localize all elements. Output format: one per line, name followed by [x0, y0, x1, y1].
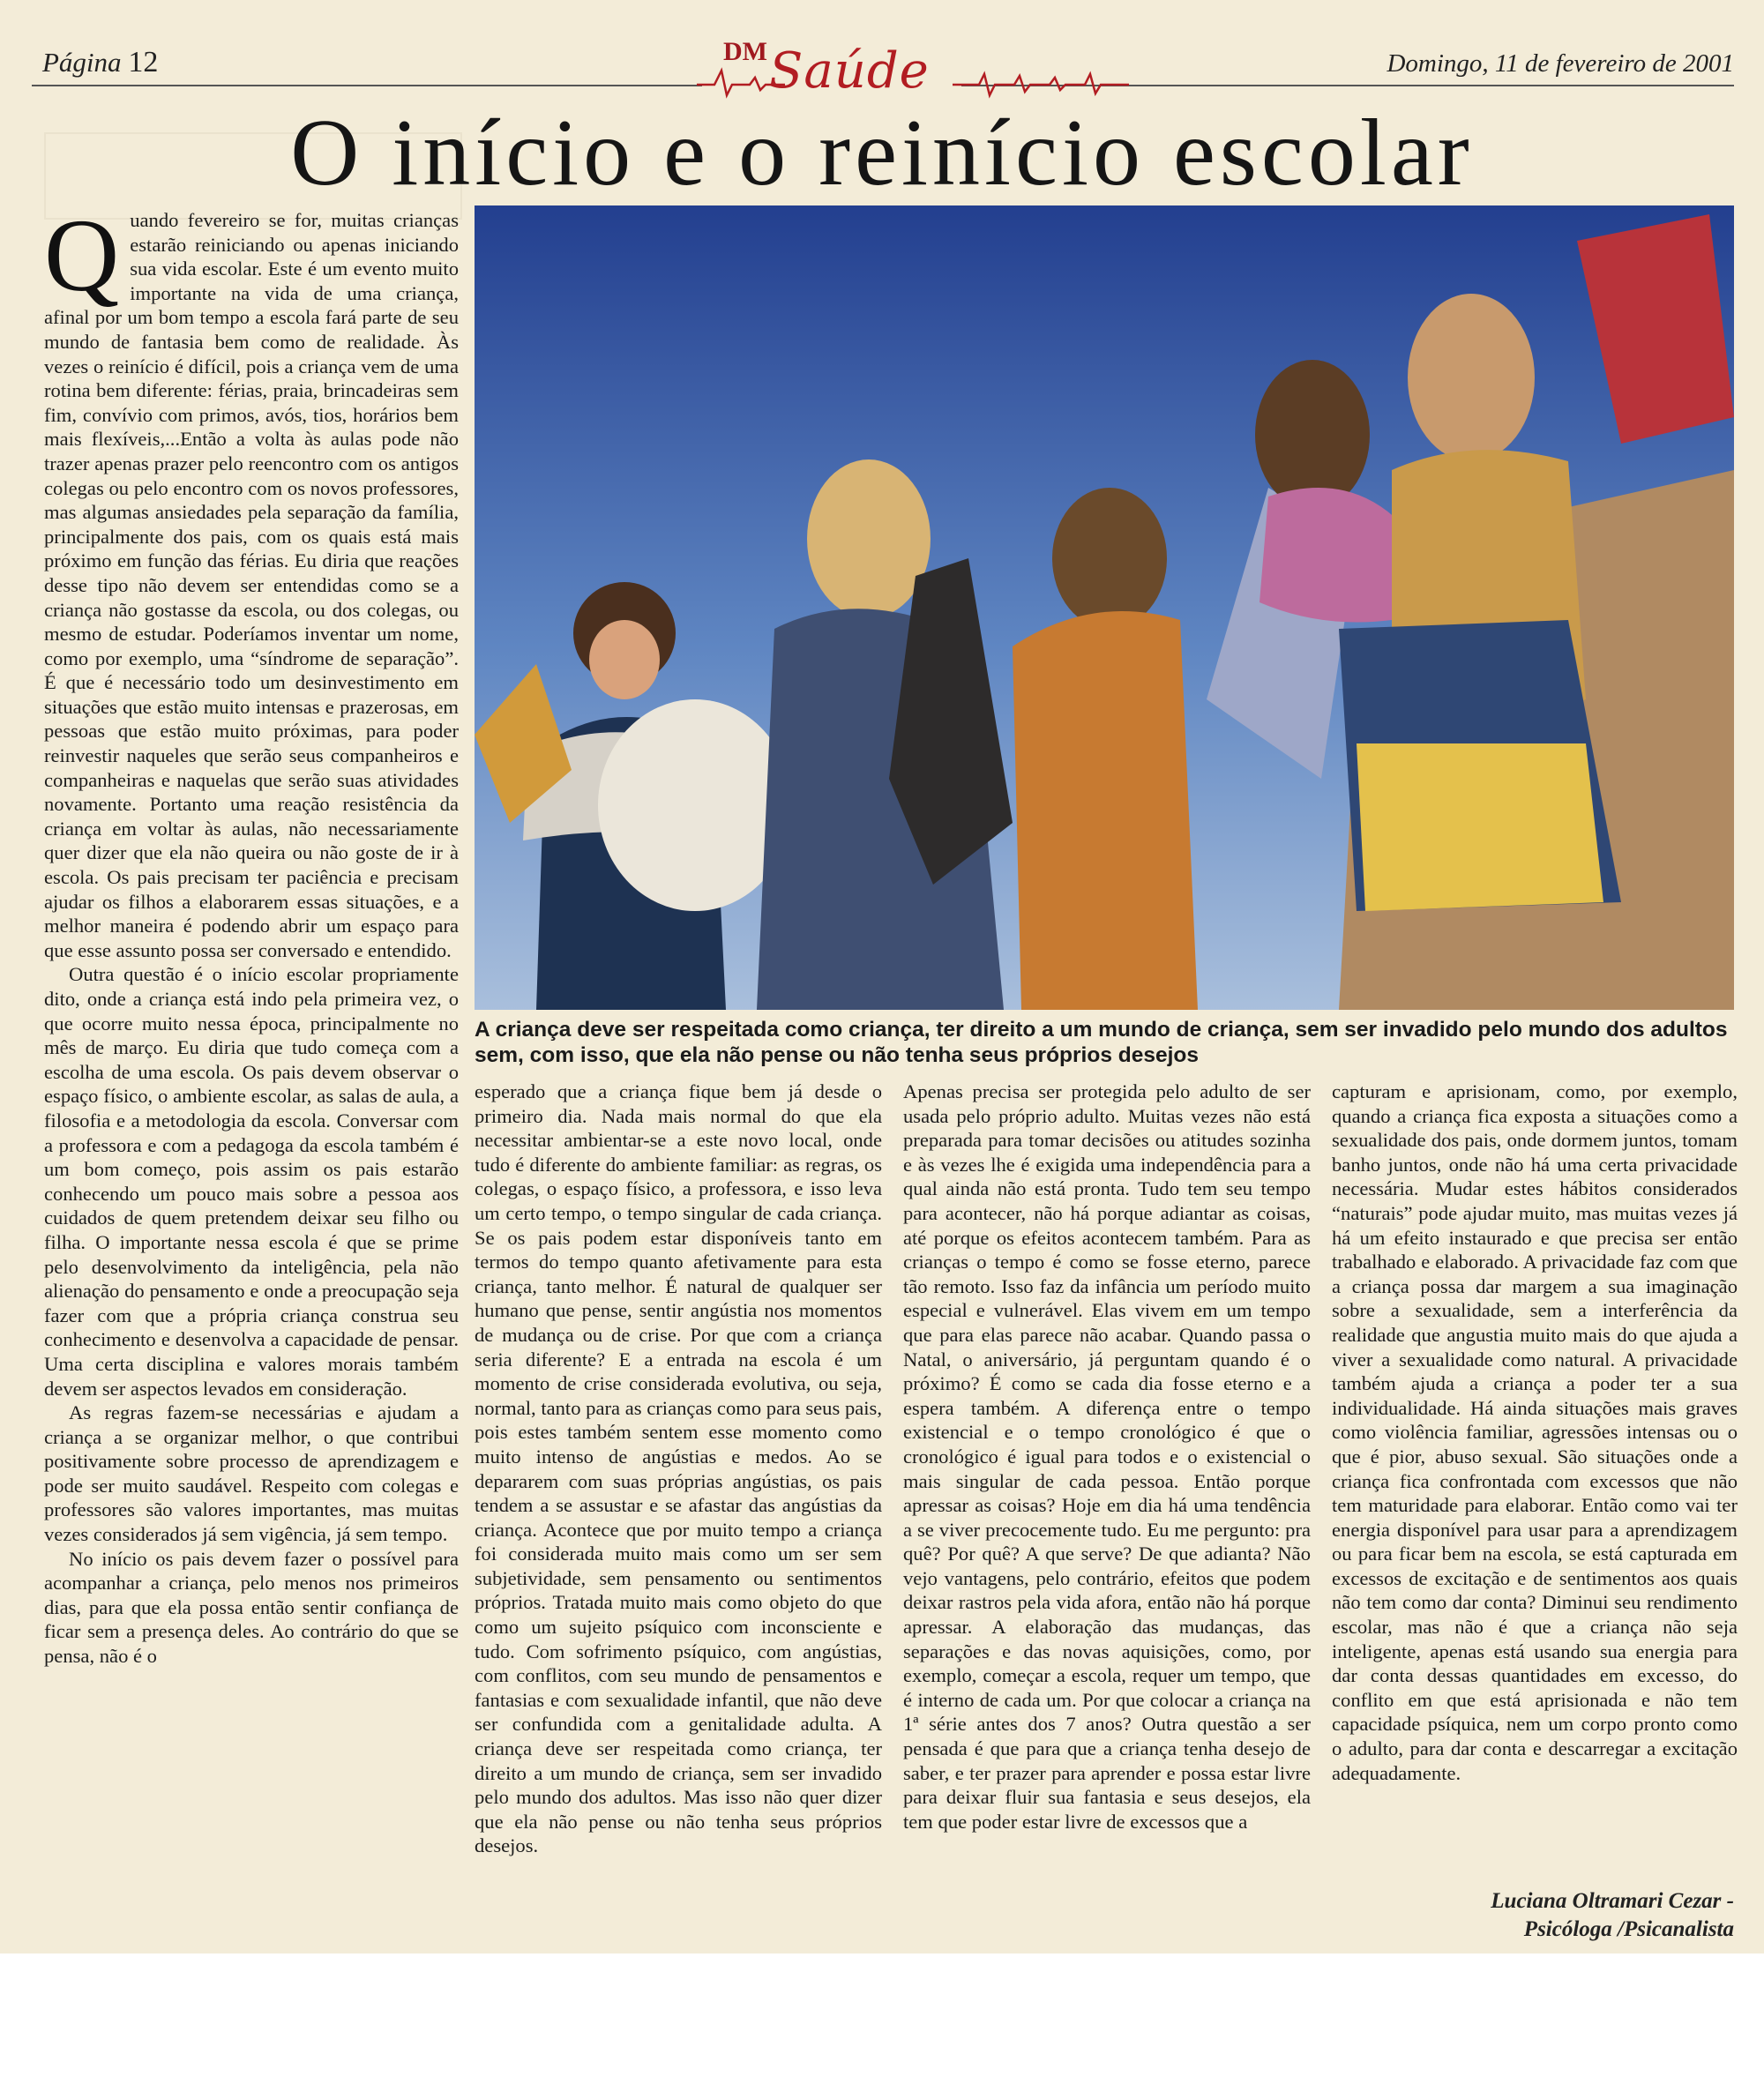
- issue-date: Domingo, 11 de fevereiro de 2001: [1387, 49, 1734, 78]
- paragraph: As regras fazem-se necessárias e ajudam a criança a se organizar melhor, o que contribui positivamente sobre processo de aprendizagem e pode ser muito saudável. Respeito com colegas e professores são valores importantes, mas muitas vezes considerados já sem vigência, já sem tempo.: [44, 1401, 459, 1546]
- paragraph: Quando fevereiro se for, muitas crianças estarão reiniciando ou apenas iniciando sua vida escolar. Este é um evento muito importante na vida de uma criança, afinal por um bom tempo a escola fará parte de seu mundo de fantasia bem como de realidade. Às vezes o reinício é difícil, pois a criança vem de uma rotina bem diferente: férias, praia, brincadeiras sem fim, convívio com primos, avós, tios, horários bem mais flexíveis,...Então a volta às aulas pode não trazer apenas prazer pelo reencontro com os antigos colegas ou pelo encontro com os novos professores, mas algumas ansiedades pela separação da família, principalmente dos pais, com os quais está mais próximo em função das férias. Eu diria que reações desse tipo não devem ser entendidas como se a criança não gostasse da escola, ou dos colegas, ou mesmo de estudar. Poderíamos inventar um nome, como por exemplo, uma “síndrome de separação”. É que é necessário todo um desinvestimento em situações que estão muito intensas e prazerosas, em pessoas que estão muito próximas, para poder reinvestir naqueles que serão seus companheiros e companheiras e naquelas que serão suas atividades novamente. Portanto uma reação resistência da criança em voltar às aulas, não necessariamente quer dizer que ela não queira ou não goste de ir à escola. Os pais precisam ter paciência e precisam ajudar os filhos a elaborarem essas situações, e a melhor maneira é podendo abrir um espaço para que esse assunto possa ser conversado e entendido.: [44, 198, 459, 961]
- paragraph: esperado que a criança fique bem já desde o primeiro dia. Nada mais normal do que ela necessitar ambientar-se a este novo local, onde tudo é diferente do ambiente familiar: as regras, os colegas, o espaço físico, a professora, e isso leva um certo tempo, o tempo singular de cada criança. Se os pais podem estar disponíveis tanto em termos do tempo quanto afetivamente para esta criança, tanto melhor. É natural de qualquer ser humano que pense, sentir angústia nos momentos de mudança ou de crise. Por que com a criança seria diferente? E a entrada na escola é um momento de crise considerada evolutiva, ou seja, normal, tanto para as crianças como para seus pais, pois estes também sentem esse momento como muito intenso de angústias e medos. Ao se depararem com suas próprias angústias, os pais tendem a se assustar e se afastar das angústias da criança. Acontece que por muito tempo a criança foi considerada muito mais como um ser sem subjetividade, sem pensamento ou sentimentos próprios. Tratada muito mais como objeto do que como um sujeito psíquico com inconsciente e tudo. Com sofrimento psíquico, com angústias, com conflitos, com seu mundo de pensamentos e fantasias e com sexualidade infantil, que não deve ser confundida com a genitalidade adulta. A criança deve ser respeitada como criança, ter direito a um mundo de criança, sem ser invadido pelo mundo dos adultos. Mas isso não quer dizer que ela não pense ou não tenha seus próprios desejos.: [475, 1080, 882, 1857]
- paragraph: No início os pais devem fazer o possível para acompanhar a criança, pelo menos nos primeiros dias, para que ela possa então sentir confiança de ficar sem a presença deles. Ao contrário do que se pensa, não é o: [44, 1547, 459, 1668]
- photo-caption: A criança deve ser respeitada como criança, ter direito a um mundo de criança, sem ser invadido pelo mundo dos adultos sem, com isso, que ela não pense ou não tenha seus próprios desejos: [475, 1018, 1728, 1067]
- article-column-1: [44, 198, 459, 1669]
- article-column-4: [1332, 1079, 1738, 1785]
- paragraph: capturam e aprisionam, como, por exemplo, quando a criança fica exposta a situações como a sexualidade dos pais, onde dormem juntos, tomam banho juntos, onde não há uma certa privacidade necessária. Mudar estes hábitos considerados “naturais” pode ajudar muito, mas muitas vezes já há um efeito instaurado e que precisa ser então trabalhado e elaborado. A privacidade faz com que a criança possa dar margem a sua imaginação sobre a sexualidade, sem a interferência da realidade que angustia muito mais do que ajuda a viver a sexualidade como natural. A privacidade também ajuda a criança a poder ter a sua individualidade. Há ainda situações mais graves como violência familiar, agressões intensas ou o que é pior, abuso sexual. São situações onde a criança fica confrontada com excessos que não tem maturidade para elaborar. Então como vai ter energia disponível para usar para a aprendizagem ou para ficar bem na escola, se está capturada em excessos de excitação e de sentimentos aos quais não tem como dar conta? Diminui seu rendimento escolar, mas não é que a criança não seja inteligente, apenas está usando sua energia para dar conta dessas quantidades em excesso, do conflito em que está aprisionada e não tem capacidade psíquica, nem um corpo pronto como o adulto, para dar conta e descarregar a excitação adequadamente.: [1332, 1080, 1738, 1784]
- author-signature: [1491, 1887, 1734, 1944]
- paragraph: Outra questão é o início escolar propriamente dito, onde a criança está indo pela primeira vez, o que ocorre muito nessa época, principalmente no mês de março. Eu diria que tudo começa com a escolha de uma escola. Os pais devem observar o espaço físico, o ambiente escolar, as salas de aula, a filosofia e a metodologia da escola. Conversar com a professora e com a pedagoga da escola também é um bom começo, pois assim os pais estarão conhecendo um pouco mais sobre a pessoa aos cuidados de quem pretendem deixar seu filho ou filha. O importante nessa escola é que se prime pelo desenvolvimento da inteligência, pela não alienação do pensamento e onde a preocupação seja fazer com que a própria criança construa seu conhecimento e desenvolva a capacidade de pensar. Uma certa disciplina e valores morais também devem ser aspectos levados em consideração.: [44, 963, 459, 1400]
- section-name-logo: Saúde: [769, 42, 930, 100]
- article-column-2: [475, 1079, 882, 1858]
- article-column-3: [903, 1079, 1311, 1834]
- author-name: Luciana Oltramari Cezar -: [1491, 1889, 1734, 1913]
- drop-cap: Q: [44, 198, 120, 313]
- section-prefix-logo: DM: [723, 37, 767, 66]
- children-school-photo: [475, 205, 1734, 1010]
- header-rule-left: [32, 85, 702, 86]
- article-title: O início e o reinício escolar: [290, 101, 1474, 205]
- author-role: Psicóloga /Psicanalista: [1523, 1917, 1734, 1941]
- page-number: Página 12: [42, 46, 159, 78]
- paragraph: Apenas precisa ser protegida pelo adulto de ser usada pelo próprio adulto. Muitas vezes não está preparada para tomar decisões ou atitudes sozinha e às vezes lhe é exigida uma independência para a qual ainda não está pronta. Tudo tem seu tempo para acontecer, não há porque adiantar as coisas, até porque os efeitos acontecem também. Para as crianças o tempo é como se fosse eterno, parece tão remoto. Isso faz da infância um período muito especial e vulnerável. Elas vivem em um tempo que para elas parece não acabar. Quando passa o Natal, o aniversário, já perguntam quando é o próximo? É como se cada dia fosse eterno e a espera também. A diferença entre o tempo existencial e o tempo cronológico é que o cronológico é igual para todos e o existencial o mais singular de cada pessoa. Então porque apressar as coisas? Hoje em dia há uma tendência a se viver precocemente tudo. Eu me pergunto: pra quê? Por quê? A que serve? De que adianta? Não vejo vantagens, pelo contrário, efeitos que podem deixar rastros pela vida afora, então não há porque apressar. A elaboração das mudanças, das separações e das novas aquisições, como, por exemplo, começar a escola, requer um tempo, que é interno de cada um. Por que colocar a criança na 1ª série antes dos 7 anos? Outra questão a ser pensada é que para que a criança tenha desejo de saber, e ter prazer para aprender e possa estar livre para deixar fluir sua fantasia e seus desejos, ela tem que poder estar livre de excessos que a: [903, 1080, 1311, 1833]
